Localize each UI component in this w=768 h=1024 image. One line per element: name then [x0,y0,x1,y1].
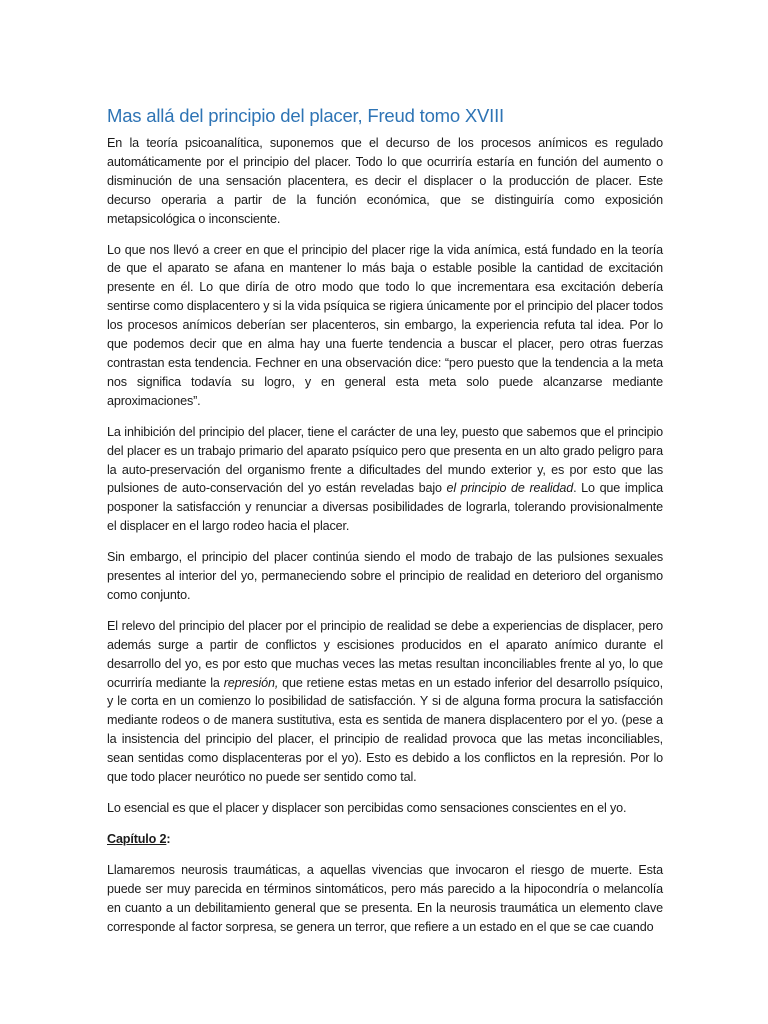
chapter-colon: : [166,831,171,846]
paragraph-3-italic-term: el principio de realidad [446,481,574,496]
paragraph-2: Lo que nos llevó a creer en que el principio del placer rige la vida anímica, está fundado en la teoría de que el aparato se afana en mantener lo más baja o estable posible la cantidad de excitación presente en él. Lo que diría de otro modo que todo lo que incrementara esa excitación debería sentirse como displacentero y si la vida psíquica se rigiera únicamente por el principio del placer todos los procesos anímicos deberían ser placenteros, sin embargo, la experiencia refuta tal idea. Por lo que podemos decir que en alma hay una fuerte tendencia a buscar el placer, pero otras fuerzas contrastan esta tendencia. Fechner en una observación dice: “pero puesto que la tendencia a la meta nos significa todavía su logro, y en general esta meta solo puede alcanzarse mediante aproximaciones”. [107,242,663,408]
paragraph-3-text-after: . Lo que implica posponer la satisfacción y renunciar a diversas posibilidades de lograrla, tolerando provisionalmente el displacer en el largo rodeo hacia el placer. [107,481,663,534]
paragraph-6: Lo esencial es que el placer y displacer son percibidas como sensaciones conscientes en el yo. [107,801,627,815]
paragraph-5 [107,617,663,787]
paragraph-5-text-before: El relevo del principio del placer por el principio de realidad se debe a experiencias de displacer, pero además surge a partir de conflictos y escisiones producidos en el aparato anímico durante el desarrollo del yo, es por esto que muchas veces las metas resultan inconciliables frente al yo, lo que ocurriría mediante la [107,618,663,690]
chapter-label: Capítulo 2 [107,831,167,846]
paragraph-5-text-after: que retiene estas metas en un estado inferior del desarrollo psíquico, y le corta en un comienzo lo posibilidad de satisfacción. Y si de alguna forma procura la satisfacción mediante rodeos o de manera sustitutiva, esta es sentida de manera displacentero por el yo. (pese a la insistencia del principio del placer, el principio de realidad provoca que las metas inconciliables, sean sentidas como displacenteras por el yo). Esto es debido a los conflictos en la represión. Por lo que todo placer neurótico no puede ser sentido como tal. [107,675,663,785]
paragraph-1: En la teoría psicoanalítica, suponemos que el decurso de los procesos anímicos es regulado automáticamente por el principio del placer. Todo lo que ocurriría estaría en función del aumento o disminución de una sensación placentera, es decir el displacer o la producción de placer. Este decurso operaria a partir de la función económica, que se distinguiría como exposición metapsicológica o inconsciente. [107,136,663,226]
paragraph-3 [107,423,663,536]
paragraph-3-text-before: La inhibición del principio del placer, tiene el carácter de una ley, puesto que sabemos que el principio del placer es un trabajo primario del aparato psíquico pero que presenta en un alto grado peligro para la auto-preservación del organismo frente a dificultades del mundo exterior y, es por esto que las pulsiones de auto-conservación del yo están reveladas bajo [107,424,663,496]
paragraph-5-italic-term: represión, [223,675,279,690]
paragraph-7: Llamaremos neurosis traumáticas, a aquellas vivencias que invocaron el riesgo de muerte. Esta puede ser muy parecida en términos sintomáticos, pero más parecido a la hipocondría o melancolía en cuanto a un debilitamiento general que se presenta. En la neurosis traumática un elemento clave corresponde al factor sorpresa, se genera un terror, que refiere a un estado en el que se cae cuando [107,862,663,934]
document-title: Mas allá del principio del placer, Freud tomo XVIII [107,105,504,126]
paragraph-4: Sin embargo, el principio del placer continúa siendo el modo de trabajo de las pulsiones sexuales presentes al interior del yo, permaneciendo sobre el principio de realidad en deterioro del organismo como conjunto. [107,550,663,602]
chapter-heading [107,830,663,849]
